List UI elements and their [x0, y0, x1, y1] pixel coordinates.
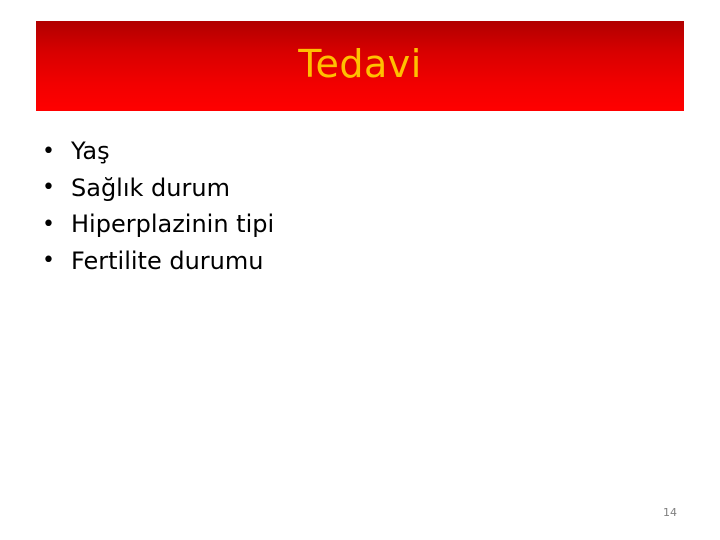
bullet-item: [42, 243, 274, 280]
bullet-dot-icon: •: [42, 175, 55, 201]
page-number: 14: [663, 506, 677, 519]
bullet-item: [42, 133, 274, 170]
bullet-item: [42, 206, 274, 243]
bullet-dot-icon: •: [42, 211, 55, 237]
title-banner: [36, 21, 684, 111]
bullet-dot-icon: •: [42, 138, 55, 164]
bullet-text: Yaş: [71, 137, 110, 166]
bullet-text: Sağlık durum: [71, 173, 230, 202]
bullet-list: [42, 133, 274, 279]
bullet-dot-icon: •: [42, 248, 55, 274]
slide-title: Tedavi: [298, 42, 422, 86]
bullet-text: Fertilite durumu: [71, 246, 264, 275]
bullet-text: Hiperplazinin tipi: [71, 210, 275, 239]
bullet-item: [42, 170, 274, 207]
